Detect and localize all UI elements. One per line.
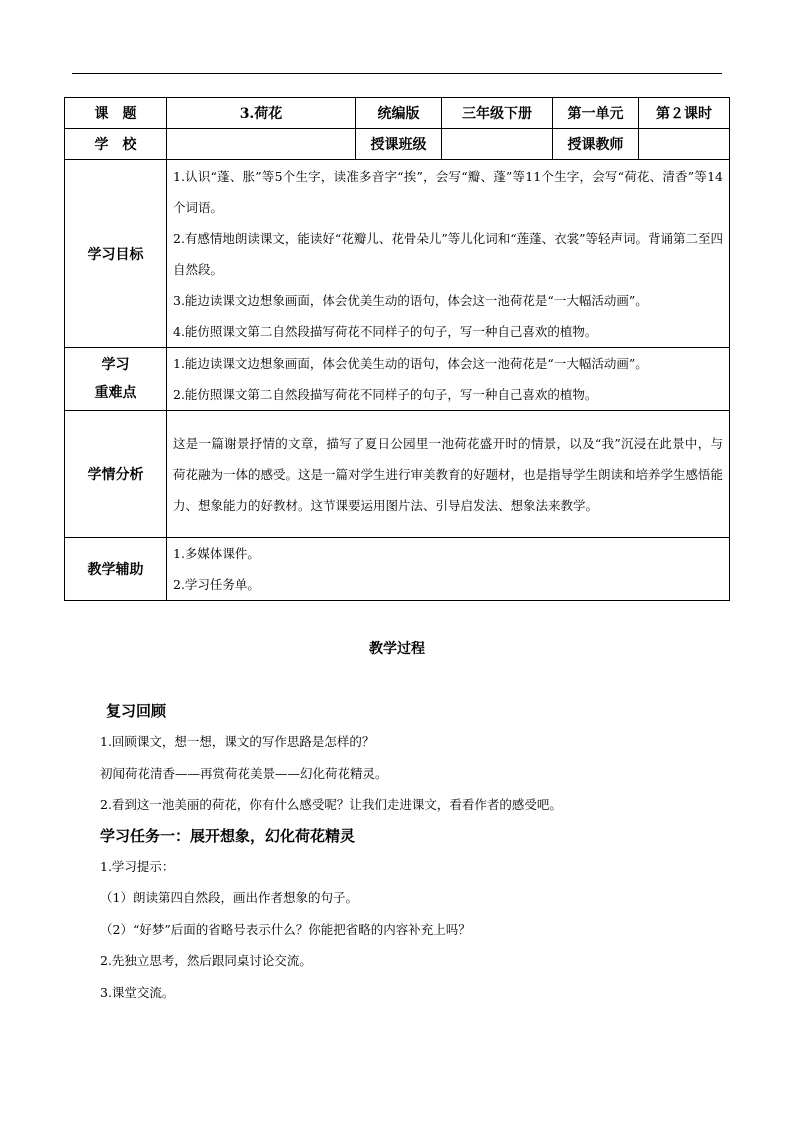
review-item: 1.回顾课文，想一想，课文的写作思路是怎样的？ — [100, 734, 375, 749]
subject-label: 课 题 — [65, 98, 167, 129]
table-row — [65, 98, 730, 129]
period: 第２课时 — [639, 98, 730, 129]
class-value — [442, 129, 553, 160]
teacher-label: 授课教师 — [553, 129, 639, 160]
table-row — [65, 538, 730, 601]
table-row — [65, 160, 730, 348]
review-item: 初闻荷花清香——再赏荷花美景——幻化荷花精灵。 — [100, 765, 388, 781]
analysis-text: 这是一篇谢景抒情的文章，描写了夏日公园里一池荷花盛开时的情景，以及“我”沉浸在此景中，与荷花融为一体的感受。这是一篇对学生进行审美教育的好题材，也是指导学生朗读和培养学生感悟能力、想象能力的好教材。这节课要运用图片法、引导启发法、想象法来教学。 — [173, 435, 724, 513]
key-point-item: 2.能仿照课文第二自然段描写荷花不同样子的句子，写一种自己喜欢的植物。 — [173, 387, 598, 402]
aid-item: 1.多媒体课件。 — [173, 546, 260, 561]
school-value — [167, 129, 356, 160]
task-item: （1）朗读第四自然段，画出作者想象的句子。 — [100, 890, 358, 905]
school-label: 学 校 — [65, 129, 167, 160]
objective-item: 1.认识“蓬、胀”等5个生字，读准多音字“挨”，会写“瓣、蓬”等11个生字，会写“荷花、清香”等14个词语。 — [173, 168, 723, 215]
process-body — [100, 696, 740, 1008]
key-points-content — [167, 348, 730, 411]
review-item: 2.看到这一池美丽的荷花，你有什么感受呢？让我们走进课文，看看作者的感受吧。 — [100, 797, 562, 812]
task-item: 2.先独立思考，然后跟同桌讨论交流。 — [100, 953, 312, 968]
key-point-item: 1.能边读课文边想象画面，体会优美生动的语句，体会这一池荷花是“一大幅活动画”。 — [173, 356, 648, 371]
grade: 三年级下册 — [442, 98, 553, 129]
lesson-title: 3.荷花 — [167, 98, 356, 129]
task-item: 3.课堂交流。 — [100, 984, 175, 1000]
header-rule — [72, 73, 722, 74]
process-title: 教学过程 — [369, 641, 425, 657]
objectives-label: 学习目标 — [65, 160, 167, 348]
key-points-label — [65, 348, 167, 411]
class-label: 授课班级 — [356, 129, 442, 160]
key-points-label-line1: 学习 — [101, 357, 130, 373]
objective-item: 3.能边读课文边想象画面，体会优美生动的语句，体会这一池荷花是“一大幅活动画”。 — [173, 292, 648, 308]
aid-item: 2.学习任务单。 — [173, 577, 260, 592]
objective-item: 2.有感情地朗读课文，能读好“花瓣儿、花骨朵儿”等儿化词和“莲蓬、衣裳”等轻声词。背诵第二至四自然段。 — [173, 230, 723, 277]
task-item: （2）“好梦”后面的省略号表示什么？你能把省略的内容补充上吗？ — [100, 921, 471, 937]
analysis-label: 学情分析 — [65, 411, 167, 538]
key-points-label-line2: 重难点 — [94, 385, 137, 401]
table-row — [65, 411, 730, 538]
lesson-plan-table — [64, 97, 730, 601]
analysis-content — [167, 411, 730, 538]
unit: 第一单元 — [553, 98, 639, 129]
table-row — [65, 348, 730, 411]
teacher-value — [639, 129, 730, 160]
task-heading: 学习任务一：展开想象，幻化荷花精灵 — [100, 826, 356, 845]
objectives-content — [167, 160, 730, 348]
table-row — [65, 129, 730, 160]
edition: 统编版 — [356, 98, 442, 129]
task-item: 1.学习提示： — [100, 858, 175, 874]
review-heading: 复习回顾 — [106, 702, 167, 720]
aids-label: 教学辅助 — [65, 538, 167, 601]
aids-content — [167, 538, 730, 601]
objective-item: 4.能仿照课文第二自然段描写荷花不同样子的句子，写一种自己喜欢的植物。 — [173, 323, 598, 339]
